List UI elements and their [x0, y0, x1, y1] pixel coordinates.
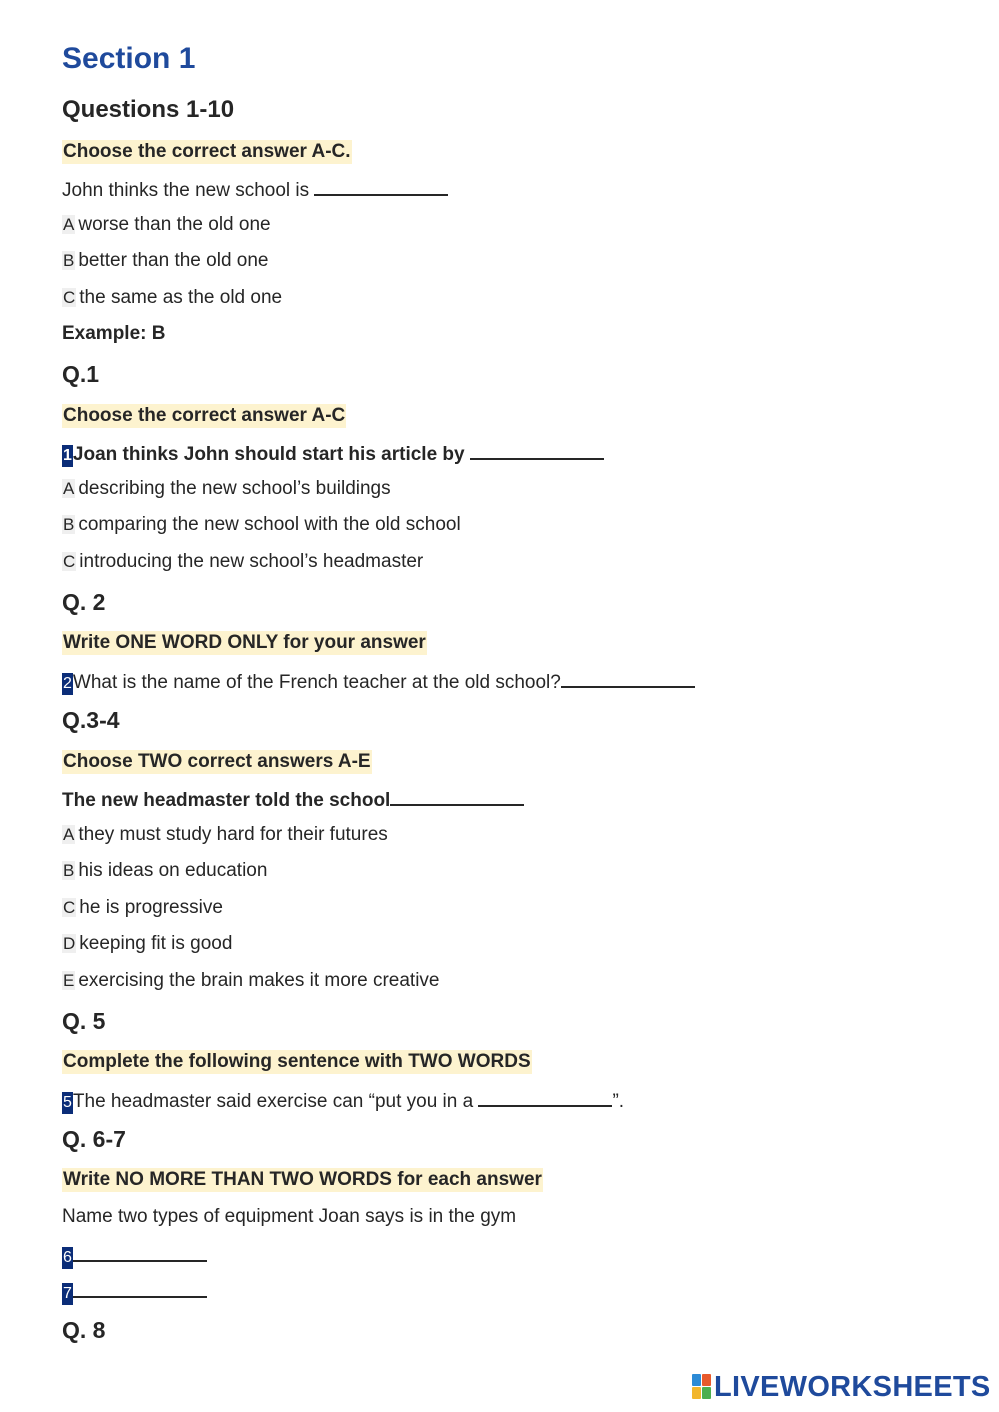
answer-blank: [73, 1278, 207, 1298]
q34-option-d: D keeping fit is good: [63, 933, 233, 954]
q67-question: Name two types of equipment Joan says is in the gym: [62, 1206, 517, 1227]
answer-box-1[interactable]: 1: [62, 445, 73, 467]
option-letter: A: [63, 825, 75, 844]
answer-blank: [314, 176, 448, 196]
q5-heading: Q. 5: [62, 1008, 106, 1034]
example-instruction: Choose the correct answer A-C.: [63, 141, 351, 162]
q1-option-a: A describing the new school’s buildings: [63, 478, 391, 499]
q67-heading: Q. 6-7: [62, 1126, 126, 1152]
q2-instruction: Write ONE WORD ONLY for your answer: [63, 632, 426, 653]
example-option-a: A worse than the old one: [63, 214, 271, 235]
answer-blank: [73, 1242, 207, 1262]
section-title: Section 1: [62, 42, 196, 75]
option-letter: B: [63, 515, 75, 534]
example-option-b: B better than the old one: [63, 250, 269, 271]
example-answer: Example: B: [62, 323, 166, 344]
option-letter: D: [63, 934, 76, 953]
q1-heading: Q.1: [62, 361, 100, 387]
option-letter: E: [63, 971, 75, 990]
q34-option-c: C he is progressive: [63, 897, 223, 918]
option-letter: C: [63, 288, 76, 307]
questions-title: Questions 1-10: [62, 96, 235, 123]
answer-box-5[interactable]: 5: [62, 1092, 73, 1114]
answer-blank: [390, 786, 524, 806]
q1-question: 1Joan thinks John should start his article by: [62, 440, 604, 467]
q34-option-a: A they must study hard for their futures: [63, 824, 388, 845]
example-question: John thinks the new school is: [62, 176, 448, 203]
liveworksheets-logo: [692, 1372, 991, 1402]
q34-option-e: E exercising the brain makes it more creative: [63, 970, 440, 991]
answer-blank: [470, 440, 604, 460]
answer-blank: [561, 668, 695, 688]
answer-box-2[interactable]: 2: [62, 673, 73, 695]
q1-instruction: Choose the correct answer A-C: [63, 405, 346, 426]
option-letter: C: [63, 898, 76, 917]
option-letter: A: [63, 215, 75, 234]
q2-heading: Q. 2: [62, 589, 106, 615]
q67-instruction: Write NO MORE THAN TWO WORDS for each answer: [63, 1169, 542, 1190]
q5-question: 5The headmaster said exercise can “put you in a ”.: [62, 1087, 624, 1114]
q1-option-c: C introducing the new school’s headmaster: [63, 551, 424, 572]
logo-blocks-icon: [692, 1374, 712, 1400]
q8-heading: Q. 8: [62, 1317, 106, 1343]
q67-answer-7: [62, 1278, 207, 1305]
option-letter: C: [63, 552, 76, 571]
q34-instruction: Choose TWO correct answers A-E: [63, 751, 371, 772]
q34-option-b: B his ideas on education: [63, 860, 268, 881]
option-letter: B: [63, 861, 75, 880]
q34-heading: Q.3-4: [62, 707, 120, 733]
q34-question: The new headmaster told the school: [62, 786, 524, 813]
answer-blank: [478, 1087, 612, 1107]
example-option-c: C the same as the old one: [63, 287, 283, 308]
option-letter: B: [63, 251, 75, 270]
answer-box-6[interactable]: 6: [62, 1247, 73, 1269]
q1-option-b: B comparing the new school with the old school: [63, 514, 461, 535]
option-letter: A: [63, 479, 75, 498]
answer-box-7[interactable]: 7: [62, 1283, 73, 1305]
q2-question: 2What is the name of the French teacher at the old school?: [62, 668, 695, 695]
q5-instruction: Complete the following sentence with TWO WORDS: [63, 1051, 531, 1072]
q67-answer-6: [62, 1242, 207, 1269]
logo-text: LIVEWORKSHEETS: [714, 1371, 991, 1403]
